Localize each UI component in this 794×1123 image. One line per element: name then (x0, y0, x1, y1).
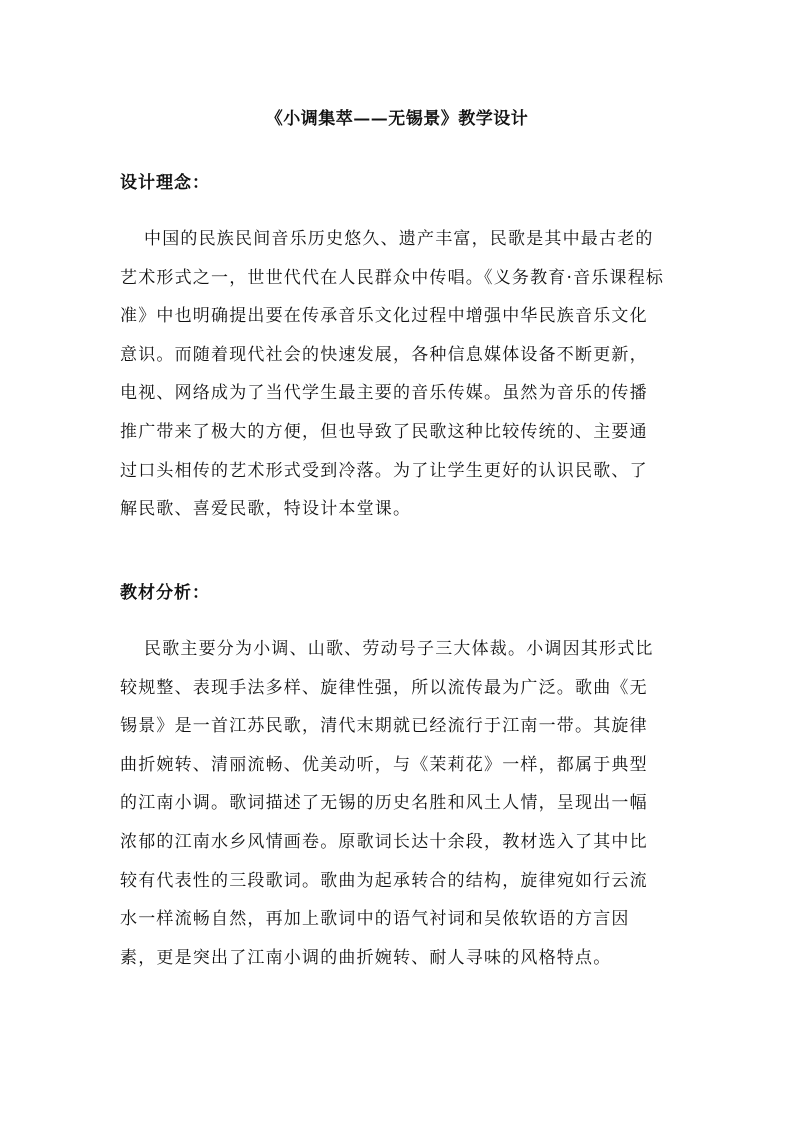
document-title: 《小调集萃——无锡景》教学设计 (265, 109, 529, 129)
section-heading-design-concept: 设计理念： (120, 173, 210, 193)
section-paragraph-material-analysis: 民歌主要分为小调、山歌、劳动号子三大体裁。小调因其形式比较规整、表现手法多样、旋律性强，所以流传最为广泛。歌曲《无锡景》是一首江苏民歌，清代末期就已经流行于江南一带。其旋律曲折婉转、清丽流畅、优美动听，与《茉莉花》一样，都属于典型的江南小调。歌词描述了无锡的历史名胜和风土人情，呈现出一幅浓郁的江南水乡风情画卷。原歌词长达十余段，教材选入了其中比较有代表性的三段歌词。歌曲为起承转合的结构，旋律宛如行云流水一样流畅自然，再加上歌词中的语气衬词和吴侬软语的方言因素，更是突出了江南小调的曲折婉转、耐人寻味的风格特点。 (120, 639, 654, 968)
section-heading-material-analysis: 教材分析： (120, 583, 210, 603)
section-paragraph-design-concept: 中国的民族民间音乐历史悠久、遗产丰富，民歌是其中最古老的艺术形式之一，世世代代在人民群众中传唱。《义务教育·音乐课程标准》中也明确提出要在传承音乐文化过程中增强中华民族音乐文化意识。而随着现代社会的快速发展，各种信息媒体设备不断更新，电视、网络成为了当代学生最主要的音乐传媒。虽然为音乐的传播推广带来了极大的方便，但也导致了民歌这种比较传统的、主要通过口头相传的艺术形式受到冷落。为了让学生更好的认识民歌、了解民歌、喜爱民歌，特设计本堂课。 (120, 229, 665, 520)
